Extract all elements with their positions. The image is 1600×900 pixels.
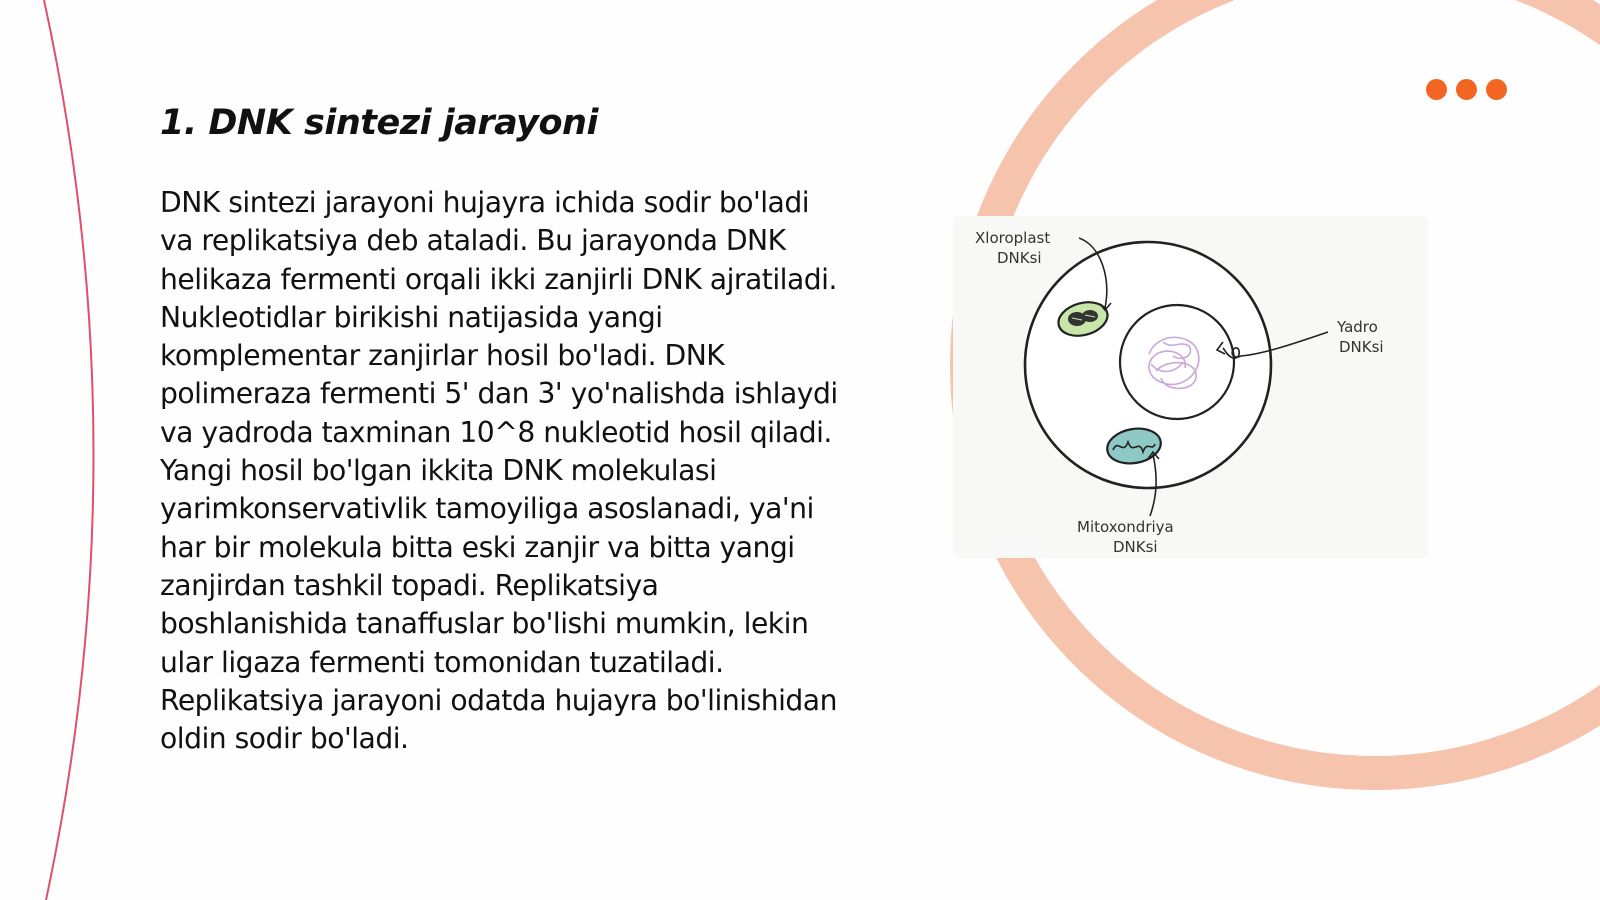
menu-dots: [1426, 79, 1512, 101]
slide-title: 1. DNK sintezi jarayoni: [160, 103, 598, 143]
nucleus-label-line2: DNKsi: [1339, 338, 1384, 356]
chloroplast-label-line2: DNKsi: [997, 249, 1042, 267]
slide-body-text: DNK sintezi jarayoni hujayra ichida sodir bo'ladi va replikatsiya deb ataladi. Bu jarayonda DNK helikaza fermenti orqali ikki zanjirli DNK ajratiladi. Nukleotidlar birikishi natijasida yangi komplementar zanjirlar hosil bo'ladi. DNK polimeraza fermenti 5' dan 3' yo'nalishda ishlaydi va yadroda taxminan 10^8 nukleotid hosil qiladi. Yangi hosil bo'lgan ikkita DNK molekulasi yarimkonservativlik tamoyiliga asoslanadi, ya'ni har bir molekula bitta eski zanjir va bitta yangi zanjirdan tashkil topadi. Replikatsiya boshlanishida tanaffuslar bo'lishi mumkin, lekin ular ligaza fermenti tomonidan tuzatiladi. Replikatsiya jarayoni odatda hujayra bo'linishidan oldin sodir bo'ladi.: [160, 186, 838, 756]
mito-label-line1: Mitoxondriya: [1077, 518, 1174, 536]
mito-label-line2: DNKsi: [1113, 538, 1158, 556]
cell-dna-diagram: [953, 216, 1428, 558]
left-accent-arc: [44, 0, 94, 900]
accent-dot: [1486, 79, 1507, 100]
accent-dot: [1456, 79, 1477, 100]
nucleus-label-line1: Yadro: [1337, 318, 1378, 336]
chloroplast-label-line1: Xloroplast: [975, 229, 1051, 247]
accent-dot: [1426, 79, 1447, 100]
